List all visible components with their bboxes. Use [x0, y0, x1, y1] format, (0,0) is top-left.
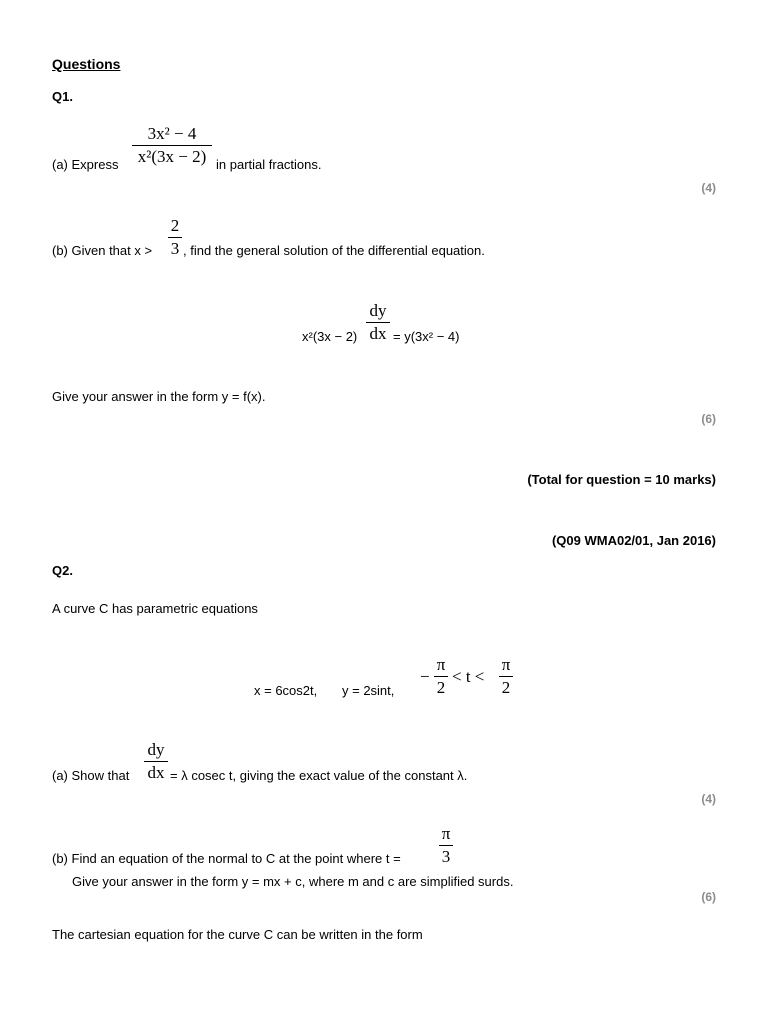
q1-equation-right: = y(3x² − 4) [393, 329, 460, 344]
q1-equation-derivative-denominator: dx [369, 324, 387, 343]
q2-intro: A curve C has parametric equations [52, 601, 258, 616]
q2b-line2: Give your answer in the form y = mx + c, where m and c are simplified surds. [72, 874, 514, 889]
q1b-fraction-denominator: 3 [170, 239, 180, 258]
q2b-fraction [439, 824, 453, 867]
q2-range-left-bar [434, 676, 448, 677]
q2a-derivative-bar [144, 761, 168, 762]
q1-equation-left: x²(3x − 2) [302, 329, 358, 344]
q2-param-x: x = 6cos2t, [254, 683, 318, 698]
q2a-derivative-numerator: dy [147, 740, 165, 759]
q2-range-fraction-right [499, 655, 513, 698]
q1-equation-derivative-bar [366, 322, 390, 323]
q2a-marks: (4) [701, 792, 716, 806]
q1b-prefix: (b) Given that x > [52, 243, 153, 258]
q1a-marks: (4) [701, 181, 716, 195]
q1b-fraction-numerator: 2 [170, 216, 180, 235]
q2a-suffix: = λ cosec t, giving the exact value of the constant λ. [170, 768, 468, 783]
q2-range-left-denominator: 2 [436, 678, 446, 697]
q2b-line1: (b) Find an equation of the normal to C at the point where t = [52, 851, 401, 866]
page-title: Questions [52, 56, 121, 72]
q2b-fraction-bar [439, 845, 453, 846]
q1b-fraction-bar [168, 237, 182, 238]
q2a-prefix: (a) Show that [52, 768, 130, 783]
q2a-derivative [144, 740, 168, 783]
q2-range-minus: − [420, 667, 430, 686]
q2b-fraction-numerator: π [441, 824, 451, 843]
q1-equation-derivative [366, 301, 390, 344]
q1a-fraction-denominator: x²(3x − 2) [137, 147, 207, 166]
q2-range-left-numerator: π [436, 655, 446, 674]
question-1-label: Q1. [52, 89, 73, 104]
q2b-marks: (6) [701, 890, 716, 904]
q2-range-right-denominator: 2 [501, 678, 511, 697]
q1a-prefix: (a) Express [52, 157, 119, 172]
q2-range-inequality: < t < [452, 667, 485, 686]
q1-total-marks: (Total for question = 10 marks) [527, 472, 716, 487]
q2-range-fraction-left [434, 655, 448, 698]
q1a-fraction-bar [132, 145, 212, 146]
q1b-marks: (6) [701, 412, 716, 426]
q1a-fraction-numerator: 3x² − 4 [147, 124, 197, 143]
q1b-fraction [168, 216, 182, 259]
q1-answer-form: Give your answer in the form y = f(x). [52, 389, 266, 404]
q1b-suffix: , find the general solution of the differential equation. [183, 243, 485, 258]
q1a-fraction [132, 124, 212, 167]
q2-range-right-bar [499, 676, 513, 677]
q2b-fraction-denominator: 3 [441, 847, 451, 866]
question-2-label: Q2. [52, 563, 73, 578]
q1a-suffix: in partial fractions. [216, 157, 322, 172]
q1-equation-derivative-numerator: dy [369, 301, 387, 320]
q2a-derivative-denominator: dx [147, 763, 165, 782]
q2-param-y: y = 2sint, [342, 683, 395, 698]
q1-source: (Q09 WMA02/01, Jan 2016) [551, 533, 716, 548]
q2-cartesian-intro: The cartesian equation for the curve C can be written in the form [52, 927, 423, 942]
q2-range-right-numerator: π [501, 655, 511, 674]
